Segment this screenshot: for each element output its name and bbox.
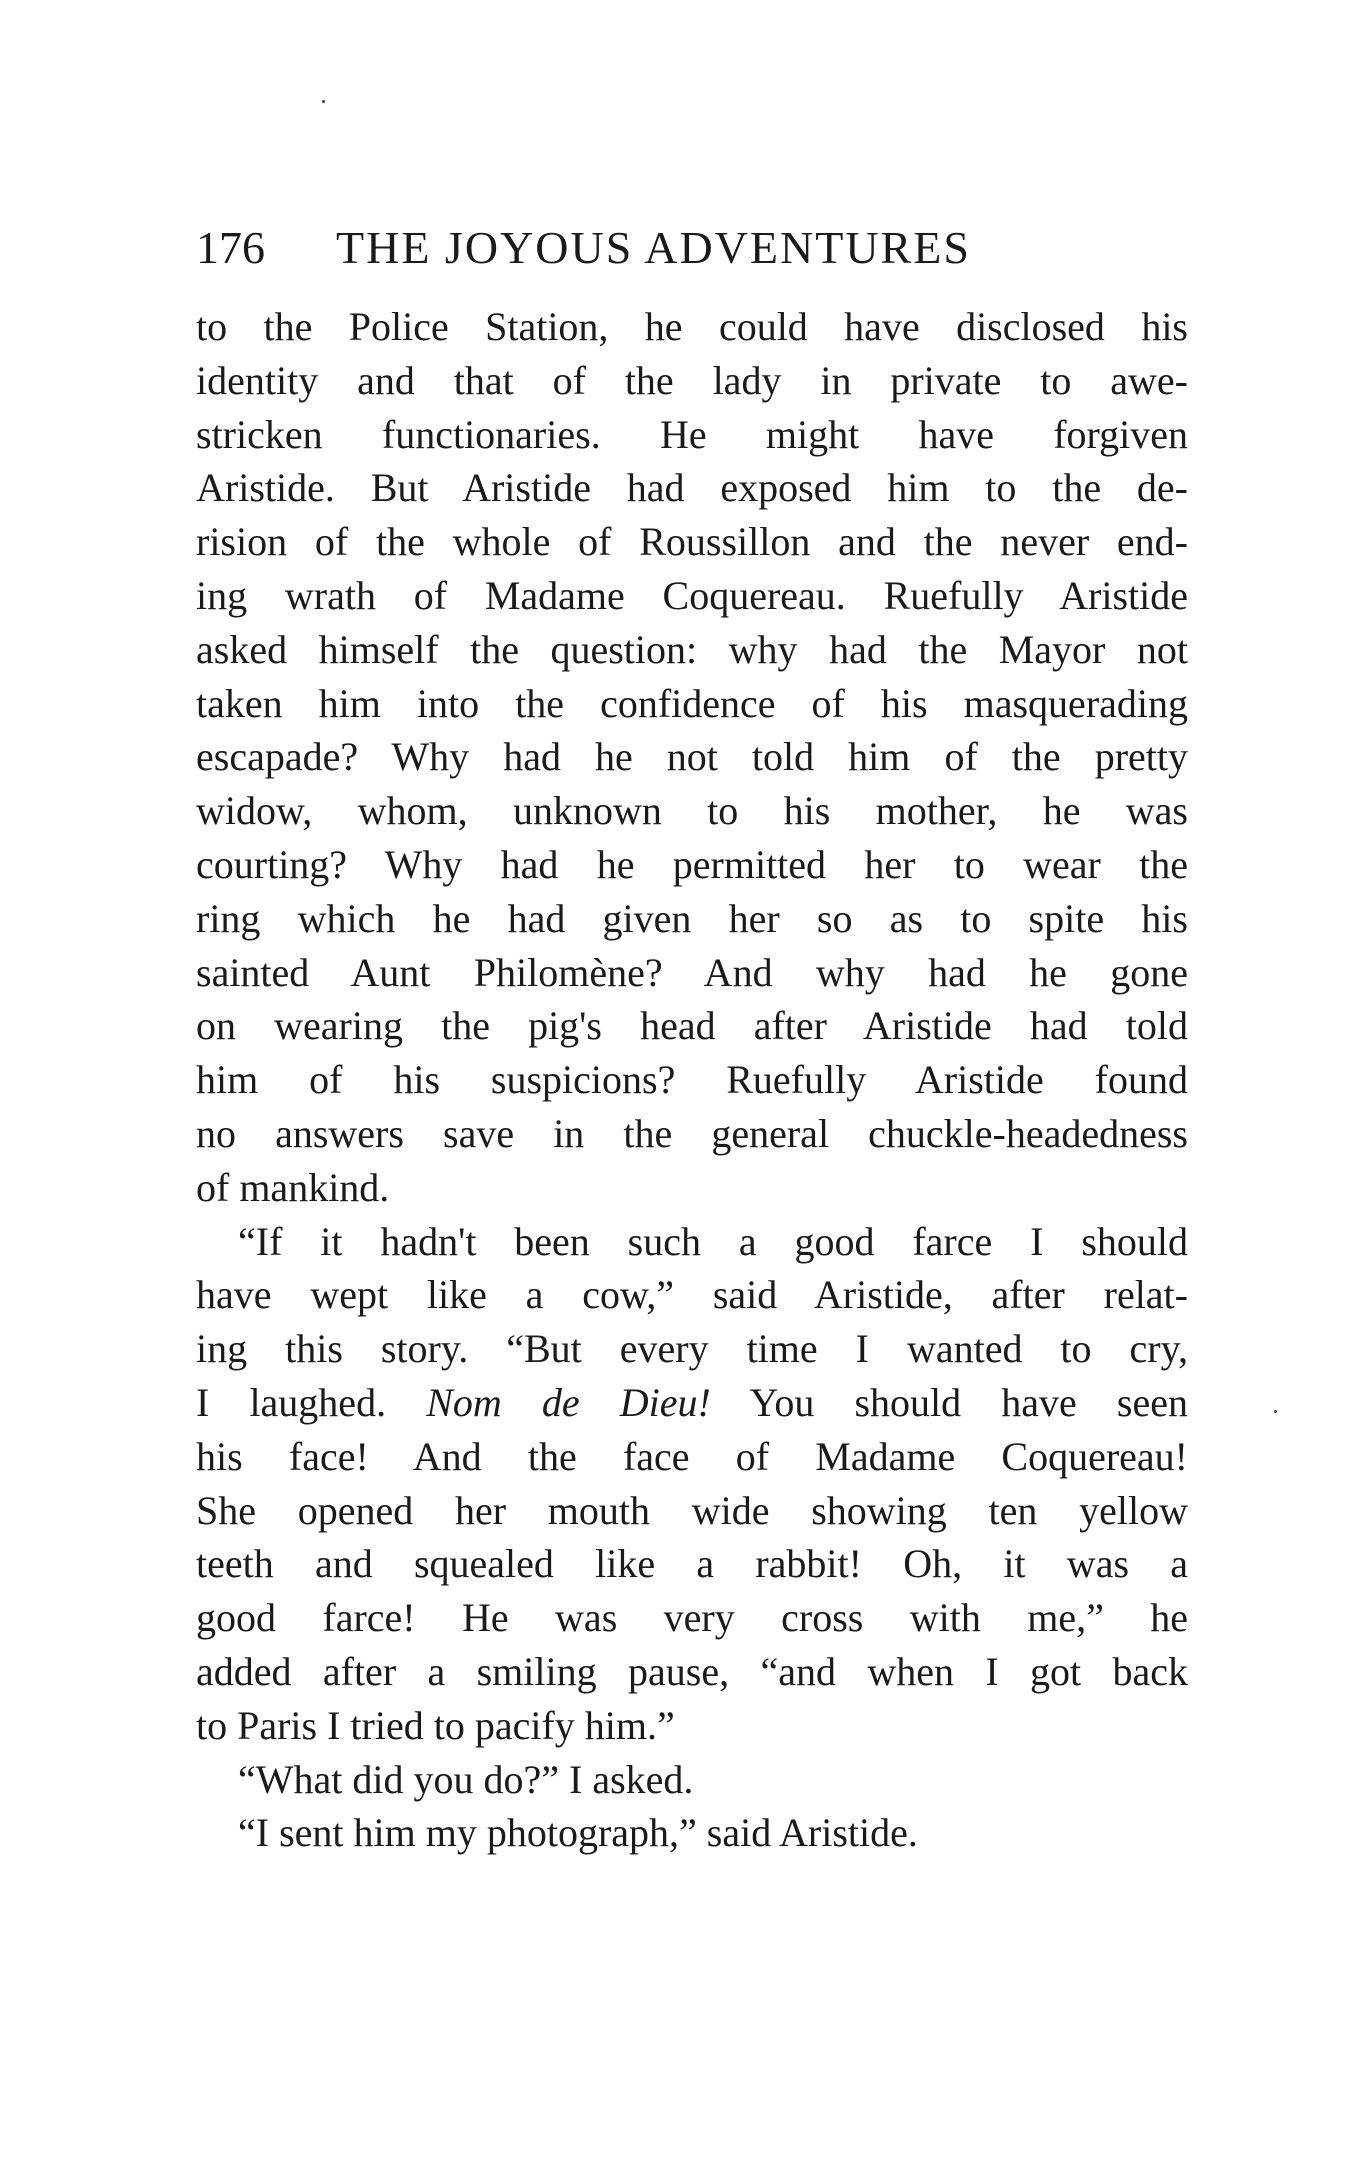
running-title: THE JOYOUS ADVENTURES: [336, 222, 971, 273]
text-line: “If it hadn't been such a good farce I should: [238, 1218, 1188, 1264]
text-line: of mankind.: [196, 1164, 390, 1210]
text-line: no answers save in the general chuckle-headedness: [196, 1110, 1188, 1156]
text-line: his face! And the face of Madame Coquereau!: [196, 1433, 1188, 1479]
text-line: Aristide. But Aristide had exposed him to the de-: [196, 465, 1188, 511]
text-line: added after a smiling pause, “and when I got back: [196, 1648, 1188, 1694]
text-line: have wept like a cow,” said Aristide, after relat-: [196, 1272, 1188, 1318]
text-line: widow, whom, unknown to his mother, he was: [196, 788, 1188, 834]
text-line: teeth and squealed like a rabbit! Oh, it was a: [196, 1541, 1188, 1587]
scan-speck: [322, 100, 325, 103]
text-line: stricken functionaries. He might have forgiven: [196, 411, 1188, 457]
text-line: identity and that of the lady in private to awe-: [196, 357, 1188, 403]
text-line: rision of the whole of Roussillon and the never end-: [196, 519, 1188, 565]
text-run: I laughed.: [196, 1379, 427, 1425]
text-line: ing wrath of Madame Coquereau. Ruefully Aristide: [196, 572, 1188, 618]
page-header: [196, 218, 1196, 278]
text-line: “I sent him my photograph,” said Aristide.: [238, 1810, 918, 1856]
text-line: taken him into the confidence of his masquerading: [196, 680, 1188, 726]
text-line: “What did you do?” I asked.: [238, 1756, 694, 1802]
text-line-mixed: [196, 1376, 1188, 1430]
text-line: on wearing the pig's head after Aristide had told: [196, 1003, 1188, 1049]
text-line: him of his suspicions? Ruefully Aristide found: [196, 1057, 1188, 1103]
scan-speck: [1274, 1410, 1277, 1413]
text-line: courting? Why had he permitted her to wear the: [196, 841, 1188, 887]
text-line: She opened her mouth wide showing ten yellow: [196, 1487, 1188, 1533]
text-line: escapade? Why had he not told him of the pretty: [196, 734, 1188, 780]
page-number: 176: [196, 222, 265, 273]
text-line: good farce! He was very cross with me,” he: [196, 1595, 1188, 1641]
body-text: [196, 300, 1188, 1860]
text-line: asked himself the question: why had the Mayor not: [196, 626, 1188, 672]
text-line: ring which he had given her so as to spite his: [196, 895, 1188, 941]
text-line: sainted Aunt Philomène? And why had he gone: [196, 949, 1188, 995]
text-line: ing this story. “But every time I wanted to cry,: [196, 1326, 1188, 1372]
text-line: to the Police Station, he could have disclosed his: [196, 304, 1188, 349]
text-line: to Paris I tried to pacify him.”: [196, 1702, 675, 1748]
text-run: You should have seen: [710, 1379, 1188, 1425]
italic-phrase: Nom de Dieu!: [426, 1379, 711, 1425]
